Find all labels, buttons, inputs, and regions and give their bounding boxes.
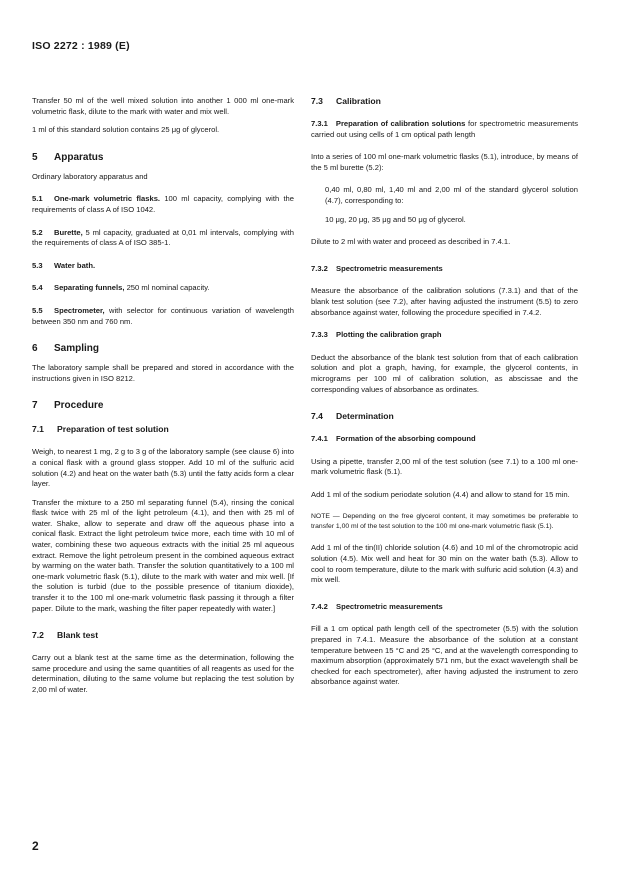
list-item-5-2: 5.2 Burette, 5 ml capacity, graduated at 0,01 ml intervals, complying with the requirements of class A of ISO 385-1. [32, 227, 294, 248]
section-heading-apparatus: 5 Apparatus [32, 151, 104, 163]
list-item: 0,40 ml, 0,80 ml, 1,40 ml and 2,00 ml of the standard glycerol solution (4.7), corresponding to: [325, 185, 578, 205]
list-item-5-1: 5.1 One-mark volumetric flasks. 100 ml capacity, complying with the requirements of class A of ISO 1042. [32, 194, 294, 214]
right-column [311, 96, 578, 688]
note: NOTE — Depending on the free glycerol content, it may sometimes be preferable to transfer 1,00 ml of the test solution to the 100 ml one-mark volumetric flask (5.1). [311, 513, 578, 530]
paragraph: Ordinary laboratory apparatus and [32, 171, 148, 181]
paragraph: 7.3.1 Preparation of calibration solutions for spectrometric measurements carried out using cells of 1 cm optical path length [311, 119, 578, 139]
paragraph: Into a series of 100 ml one-mark volumetric flasks (5.1), introduce, by means of the 5 ml burette (5.2): [311, 152, 578, 172]
section-heading-procedure: 7 Procedure [32, 400, 104, 412]
paragraph: The laboratory sample shall be prepared and stored in accordance with the instructions given in ISO 8212. [32, 363, 294, 383]
paragraph: Add 1 ml of the sodium periodate solution (4.4) and allow to stand for 15 min. [311, 489, 570, 499]
paragraph: Weigh, to nearest 1 mg, 2 g to 3 g of the laboratory sample (see clause 6) into a conical flask with a ground glass stopper. Add 10 ml of the sulfuric acid solution (4.2) and heat on the water bath (5.3) until the fatty acids form a clear layer. [32, 447, 294, 489]
paragraph: Transfer the mixture to a 250 ml separating funnel (5.4), rinsing the conical flask twice with 25 ml of the light petroleum (4.1), and then with 25 ml of water. Shake, allow to seperate and draw off the aqueous phase into a conical flask. Extract the light petroleum twice more, each time with 10 ml of water, combining these two aqueous extracts with the initial 25 ml aqueous extract. Remove the light petroleum present in the combined aqueous extract by warming on the water bath. Transfer the solution quantitatively to a 100 ml one-mark volumetric flask (5.1), dilute to the mark with water and mix well. [If the solution is turbid (due to the possible presence of titanium dioxide), transfer it to the 100 ml one-mark volumetric flask passing it through a filter paper. Dilute to the mark, washing the filter paper repeatedly with water.] [32, 497, 294, 613]
paragraph: Measure the absorbance of the calibration solutions (7.3.1) and that of the blank test solution (see 7.2), after having adjusted the instrument (5.5) to zero absorbance against water, following the procedure specified in 7.4.2. [311, 286, 578, 317]
paragraph: Transfer 50 ml of the well mixed solution into another 1 000 ml one-mark volumetric flask, dilute to the mark with water and mix well. [32, 96, 294, 116]
paragraph: Deduct the absorbance of the blank test solution from that of each calibration solution and plot a graph, having, for example, the glycerol contents, in micrograms per 100 ml of calibration solution, as abscissae and the corresponding values of absorbance as ordinates. [311, 352, 578, 394]
page-number: 2 [32, 839, 39, 853]
list-item-5-4: 5.4 Separating funnels, 250 ml nominal capacity. [32, 283, 210, 293]
paragraph: Using a pipette, transfer 2,00 ml of the test solution (see 7.1) to a 100 ml one-mark volumetric flask (5.1). [311, 456, 578, 477]
left-column [32, 96, 294, 696]
section-heading-sampling: 6 Sampling [32, 343, 100, 355]
paragraph: Add 1 ml of the tin(II) chloride solution (4.6) and 10 ml of the chromotropic acid solution (4.5). Mix well and heat for 30 min on the water bath (5.3). Allow to cool to room temperature, dilute to the mark with sulfuric acid solution (4.3) and mix well. [311, 543, 578, 585]
paragraph: Fill a 1 cm optical path length cell of the spectrometer (5.5) with the solution prepared in 7.4.1. Measure the absorbance of the solution at a constant temperature between 15 °C and 25 °C, and at the wavelength corresponding to maximum absorption (approximately 571 nm, but the exact wavelength shall be checked for each spectrometer), after having adjusted the instrument to zero absorbance against water. [311, 624, 578, 687]
subsection-heading-7-3-3: 7.3.3 Plotting the calibration graph [311, 330, 442, 340]
paragraph: 1 ml of this standard solution contains 25 μg of glycerol. [32, 125, 220, 135]
paragraph: Carry out a blank test at the same time as the determination, following the same procedure and using the same quantities of all reagents as used for the determination, diluting to the same volume but replacing the test solution by 2,00 ml of water. [32, 653, 294, 694]
subsection-heading-7-4-2: 7.4.2 Spectrometric measurements [311, 601, 443, 611]
subsection-heading-7-2: 7.2 Blank test [32, 630, 99, 641]
subsection-heading-7-3: 7.3 Calibration [311, 96, 381, 106]
list-item: 10 μg, 20 μg, 35 μg and 50 μg of glycerol. [325, 214, 466, 224]
list-item-5-5: 5.5 Spectrometer, with selector for continuous variation of wavelength between 350 nm and 760 nm. [32, 305, 294, 326]
subsection-heading-7-4: 7.4 Determination [311, 411, 394, 422]
paragraph: Dilute to 2 ml with water and proceed as described in 7.4.1. [311, 237, 511, 247]
subsection-heading-7-1: 7.1 Preparation of test solution [32, 424, 169, 435]
document-header: ISO 2272 : 1989 (E) [32, 40, 130, 52]
subsection-heading-7-3-2: 7.3.2 Spectrometric measurements [311, 263, 443, 273]
subsection-heading-7-4-1: 7.4.1 Formation of the absorbing compound [311, 434, 476, 444]
list-item-5-3: 5.3 Water bath. [32, 260, 96, 270]
